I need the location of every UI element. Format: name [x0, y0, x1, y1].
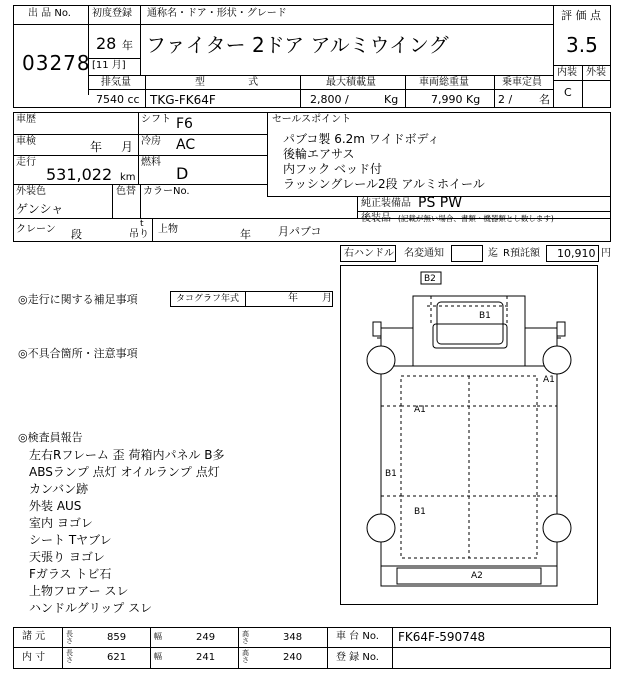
ac-label: 冷房: [141, 136, 161, 147]
inner-width-value: 241: [196, 652, 216, 663]
mileage-label: 走行: [16, 157, 36, 168]
tachograph-label: タコグラフ年式: [176, 294, 240, 304]
damage-mark: B1: [385, 469, 397, 479]
vehicle-name: ファイター 2ドア アルミウイング: [146, 33, 449, 57]
inspector-report-label: ◎検査員報告: [18, 431, 83, 444]
wheel-rear-left: [367, 514, 395, 542]
max-load-unit: Kg: [384, 93, 399, 106]
mileage-value: 531,022: [46, 165, 113, 184]
spec-length-value: 859: [107, 632, 127, 643]
inner-length-value: 621: [107, 652, 127, 663]
registration-number-label: 登 録 No.: [336, 652, 379, 663]
first-registration-year: 28: [96, 34, 117, 53]
wheel-front-left: [367, 346, 395, 374]
inspector-line: 外装 AUS: [29, 499, 82, 513]
history-label: 車歴: [16, 114, 36, 125]
driving-notes-label: ◎走行に関する補足事項: [18, 293, 138, 306]
gross-weight-value: 7,990 Kg: [431, 93, 481, 106]
mirror-right: [557, 322, 565, 336]
inspector-report-list: [29, 446, 329, 616]
crane-ton-unit: t: [140, 219, 144, 229]
crane-stage-unit: 段: [71, 228, 82, 241]
interior-grade-label: 内装: [557, 67, 577, 78]
aftermarket-label: 後装品: [361, 213, 391, 224]
truck-diagram: [341, 266, 597, 604]
shift-label: シフト: [141, 114, 171, 125]
exterior-grade-label: 外装: [586, 67, 606, 78]
name-change-box: [451, 245, 483, 262]
damage-mark: B2: [424, 274, 436, 284]
inner-height-value: 240: [283, 652, 303, 663]
damage-mark: B1: [414, 507, 426, 517]
capacity-value: 2 /: [498, 93, 513, 106]
color-change-label: 色替: [116, 186, 136, 197]
inspector-line: 室内 ヨゴレ: [29, 516, 93, 530]
color-number-label: カラーNo.: [143, 186, 190, 197]
wheel-front-right: [543, 346, 571, 374]
spec-label: 諸 元: [22, 631, 46, 642]
aftermarket-note: (記載が無い場合、書類・機器類とし数します): [398, 214, 554, 223]
crane-hoist-unit: 吊り: [129, 229, 149, 240]
rear-panel: [381, 566, 557, 586]
inspector-line: 天張り ヨゴレ: [29, 550, 105, 564]
mileage-unit: km: [120, 172, 136, 183]
first-registration-year-unit: 年: [122, 39, 133, 52]
inner-height-label: 高さ: [242, 649, 249, 664]
interior-grade-value: C: [564, 86, 572, 99]
grade-value: 3.5: [566, 33, 598, 57]
first-registration-label: 初度登録: [92, 8, 132, 19]
inspector-line: カンバン跡: [29, 482, 89, 496]
chassis-number-value: FK64F-590748: [398, 630, 486, 644]
inner-length-label: 長さ: [66, 649, 73, 664]
gate-label: 上物: [158, 224, 178, 235]
max-load-label: 最大積載量: [326, 77, 376, 88]
first-registration-month: [11 月]: [92, 60, 126, 71]
exterior-color-value: ゲンシャ: [16, 202, 64, 216]
lot-number: 03278: [22, 51, 91, 75]
recycle-value: 10,910: [557, 247, 596, 260]
sales-point-line: パブコ製 6.2m ワイドボディ: [283, 132, 440, 146]
oem-equipment-value: PS PW: [418, 195, 463, 211]
spec-height-value: 348: [283, 632, 303, 643]
damage-mark: A2: [471, 571, 483, 581]
damage-mark: A1: [543, 375, 555, 385]
chassis-number-label: 車 台 No.: [336, 631, 379, 642]
sales-points-label: セールスポイント: [272, 114, 352, 125]
capacity-label: 乗車定員: [502, 77, 542, 88]
shift-value: F6: [176, 116, 193, 132]
model-label: 型 式: [195, 77, 279, 88]
tachograph-year-unit: 年: [288, 293, 298, 304]
spec-width-value: 249: [196, 632, 216, 643]
rhd-label: 右ハンドル: [344, 248, 394, 259]
name-change-label: 名変通知: [404, 248, 444, 259]
gate-year-unit: 年: [240, 228, 251, 241]
wheel-rear-right: [543, 514, 571, 542]
inspection-label: 車検: [16, 136, 36, 147]
inner-dims-label: 内 寸: [22, 652, 46, 663]
fuel-label: 燃料: [141, 157, 161, 168]
displacement-value: 7540 cc: [96, 93, 140, 106]
tachograph-month-unit: 月: [322, 293, 332, 304]
grade-label: 評 価 点: [561, 9, 601, 22]
exterior-color-label: 外装色: [16, 186, 46, 197]
spec-height-label: 高さ: [242, 630, 249, 645]
defects-label: ◎不具合箇所・注意事項: [18, 347, 138, 360]
vehicle-name-label: 通称名・ドア・形状・グレード: [147, 8, 287, 19]
spec-length-label: 長さ: [66, 630, 73, 645]
damage-mark: A1: [414, 405, 426, 415]
inspector-line: 上物フロアー スレ: [29, 584, 129, 598]
dimensions-frame: [13, 627, 611, 669]
sales-points-list: [283, 130, 603, 190]
gross-weight-label: 車両総重量: [419, 77, 469, 88]
inspector-line: ABSランプ 点灯 オイルランプ 点灯: [29, 465, 220, 479]
inner-width-label: 幅: [154, 652, 162, 661]
recycle-unit: 円: [601, 248, 611, 259]
sales-point-line: 内フック ベッド付: [283, 162, 382, 176]
lot-number-label: 出 品 No.: [28, 8, 71, 19]
gate-maker: 月パブコ: [278, 225, 322, 238]
displacement-label: 排気量: [101, 77, 131, 88]
crane-label: クレーン: [16, 224, 56, 235]
oem-equipment-label: 純正装備品: [361, 198, 411, 209]
damage-mark: B1: [479, 311, 491, 321]
capacity-unit: 名: [539, 93, 550, 106]
inspector-line: Fガラス トビ石: [29, 567, 112, 581]
cab-roof: [437, 302, 503, 344]
inspector-line: ハンドルグリップ スレ: [29, 601, 153, 615]
inspector-line: 左右Rフレーム 歪 荷箱内パネル B多: [29, 448, 225, 462]
sales-point-line: 後輪エアサス: [283, 147, 355, 161]
sales-point-line: ラッシングレール2段 アルミホイール: [283, 177, 485, 191]
inspection-month-unit: 月: [121, 140, 134, 154]
max-load-value: 2,800 /: [310, 93, 349, 106]
inspection-year-unit: 年: [90, 140, 103, 154]
mirror-left: [373, 322, 381, 336]
inspector-line: シート Tヤブレ: [29, 533, 112, 547]
model-value: TKG-FK64F: [150, 93, 216, 107]
fuel-value: D: [176, 164, 189, 183]
condition-diagram-frame: [340, 265, 598, 605]
spec-width-label: 幅: [154, 632, 162, 641]
recycle-label: R預託額: [503, 248, 540, 259]
paperwork-deadline: 迄: [488, 248, 498, 259]
ac-value: AC: [176, 137, 196, 153]
